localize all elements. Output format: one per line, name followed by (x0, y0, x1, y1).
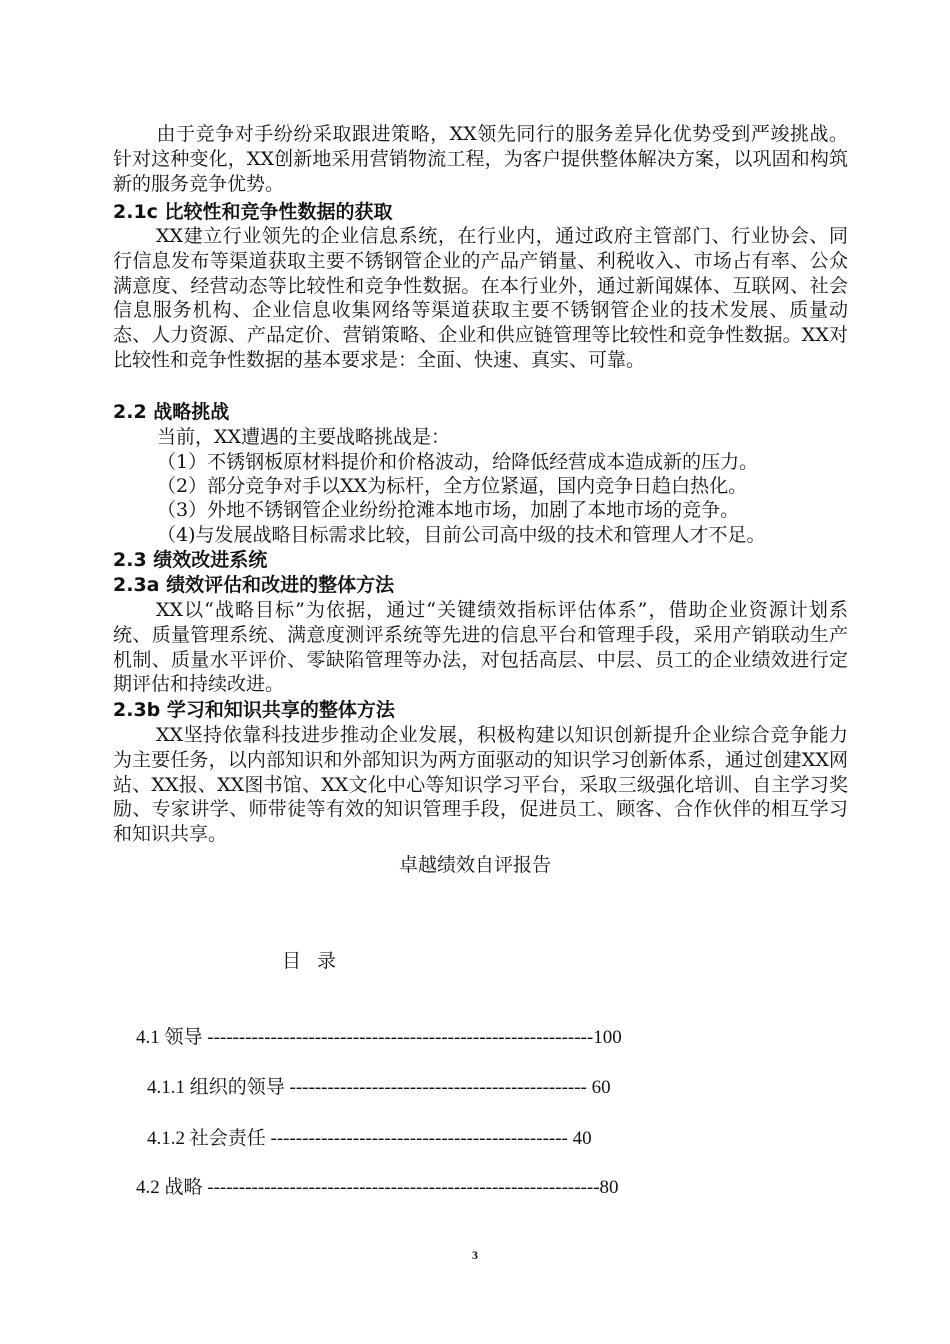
toc-entry-4-1-1: 4.1.1 组织的领导 ----------------------------------------------- 60 (147, 1077, 611, 1098)
heading-2-3b: 2.3b 学习和知识共享的整体方法 (113, 699, 395, 721)
heading-2-3: 2.3 绩效改进系统 (113, 549, 268, 571)
challenges-intro: 当前，XX遭遇的主要战略挑战是： (157, 426, 451, 448)
toc-entry-4-2: 4.2 战略 --------------------------------------------------------------80 (136, 1177, 619, 1198)
heading-2-2: 2.2 战略挑战 (113, 401, 230, 423)
paragraph-competition: 由于竞争对手纷纷采取跟进策略，XX领先同行的服务差异化优势受到严竣挑战。针对这种变化，XX创新地采用营销物流工程，为客户提供整体解决方案，以巩固和构筑新的服务竞争优势。 (113, 123, 848, 195)
paragraph-performance-evaluation: XX以“战略目标”为依据，通过“关键绩效指标评估体系”，借助企业资源计划系统、质量管理系统、满意度测评系统等先进的信息平台和管理手段，采用产销联动生产机制、质量水平评价、零缺陷管理等办法，对包括高层、中层、员工的企业绩效进行定期评估和持续改进。 (113, 599, 848, 696)
heading-2-3a: 2.3a 绩效评估和改进的整体方法 (113, 574, 395, 596)
paragraph-data-acquisition: XX建立行业领先的企业信息系统，在行业内，通过政府主管部门、行业协会、同行信息发布等渠道获取主要不锈钢管企业的产品产销量、利税收入、市场占有率、公众满意度、经营动态等比较性和竞争性数据。在本行业外，通过新闻媒体、互联网、社会信息服务机构、企业信息收集网络等渠道获取主要不锈钢管企业的技术发展、质量动态、人力资源、产品定价、营销策略、企业和供应链管理等比较性和竞争性数据。XX对比较性和竞争性数据的基本要求是：全面、快速、真实、可靠。 (113, 225, 848, 371)
paragraph-knowledge-sharing: XX坚持依靠科技进步推动企业发展，积极构建以知识创新提升企业综合竞争能力为主要任务，以内部知识和外部知识为两方面驱动的知识学习创新体系，通过创建XX网站、XX报、XX图书馆、XX文化中心等知识学习平台，采取三级强化培训、自主学习奖励、专家讲学、师带徒等有效的知识管理手段，促进员工、顾客、合作伙伴的相互学习和知识共享。 (113, 724, 848, 846)
challenge-item-1: （1）不锈钢板原材料提价和价格波动，给降低经营成本造成新的压力。 (157, 451, 759, 473)
challenge-item-2: （2）部分竞争对手以XX为标杆，全方位紧逼，国内竞争日趋白热化。 (157, 475, 748, 497)
page-number: 3 (472, 1248, 478, 1262)
report-title: 卓越绩效自评报告 (398, 854, 551, 876)
challenge-item-3: （3）外地不锈钢管企业纷纷抢滩本地市场，加剧了本地市场的竞争。 (157, 499, 740, 521)
toc-title: 目录 (282, 950, 353, 972)
heading-2-1c: 2.1c 比较性和竞争性数据的获取 (113, 201, 393, 223)
challenge-item-4: （4)与发展战略目标需求比较，目前公司高中级的技术和管理人才不足。 (157, 524, 766, 546)
toc-entry-4-1-2: 4.1.2 社会责任 ----------------------------------------------- 40 (147, 1128, 592, 1149)
toc-entry-4-1: 4.1 领导 -------------------------------------------------------------100 (136, 1027, 622, 1048)
